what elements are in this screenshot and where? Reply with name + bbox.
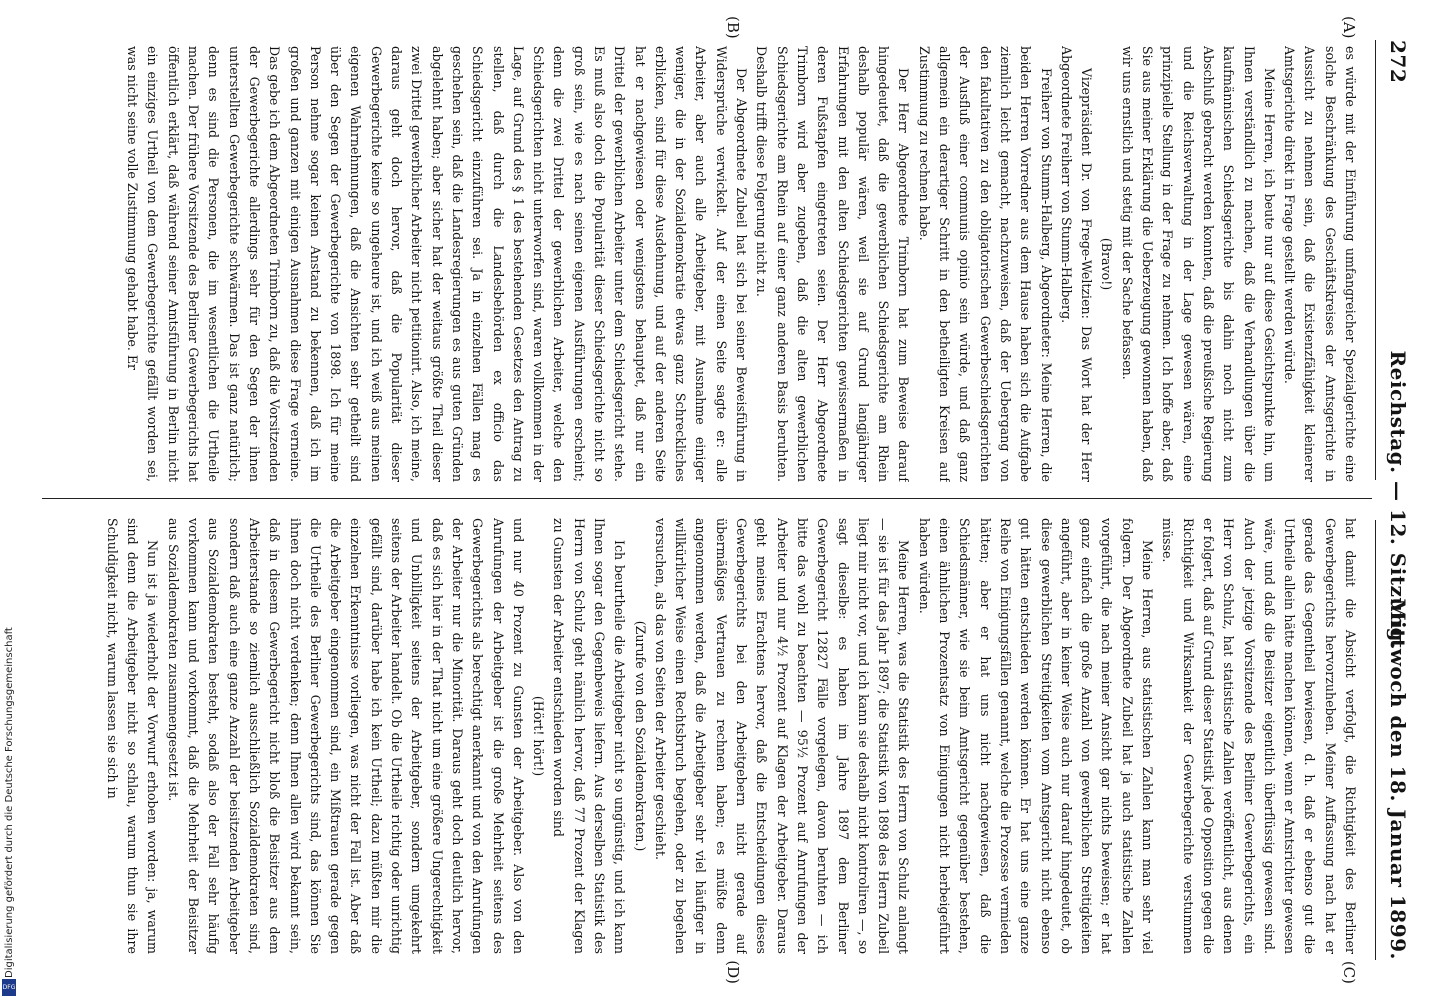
text-column-left (40, 46, 1360, 482)
digitization-note: Digitalisierung gefördert durch die Deutsche Forschungsgemeinschaft (4, 627, 15, 978)
margin-marker-a: (A) (1340, 16, 1358, 39)
session-date: Mittwoch den 18. Januar 1899. (1386, 598, 1410, 960)
paragraph: Meine Herren, ich beute nur auf diese Gesichtspunkte hin, um Ihnen verständlich zu machen, daß die Verhandlungen über die kaufmännischen Schiedsgerichte bis dahin noch nicht zum Abschluß gebracht werden konnten, daß die preußische Regierung und die Reichsverwaltung in der Lage gewesen wären, eine prinzipielle Stellung in der Frage zu nehmen. Ich hoffe aber, daß Sie aus meiner Erklärung die Ueberzeugung gewonnen haben, daß wir uns ernstlich und stetig mit der Sache befassen. (1119, 46, 1277, 482)
column-divider (42, 498, 1372, 499)
margin-marker-d: (D) (724, 960, 742, 984)
paragraph: Nun ist ja wiederholt der Vorwurf erhoben worden: ja, warum sind denn die Arbeitgeber nicht so schlau, warum thun sie ihre Schuldigkeit nicht, warum lassen sie sich in (104, 518, 161, 954)
text-column-right (40, 518, 1360, 954)
paragraph: Meine Herren, was die Statistik des Herrn von Schulz anlangt — sie ist für das Jahr 1897; die Statistik von 1898 des Herrn Zubeil liegt mir nicht vor, und ich kann sie deshalb nicht kontroliren —, so sagt dieselbe: es haben im Jahre 1897 dem Berliner Gewerbegericht 12827 Fälle vorgelegen, davon beruhten — ich bitte das wohl zu beachten — 95½ Prozent auf Anrufungen der Arbeiter und nur 4½ Prozent auf Klagen der Arbeitgeber. Daraus geht meines Erachtens hervor, daß die Entscheidungen dieses Gewerbegerichts bei den Arbeitgebern nicht gerade auf übermäßiges Vertrauen zu rechnen haben; es müßte denn angenommen werden, daß die Arbeitgeber sehr viel häufiger in willkürlicher Weise einen Rechtsbruch begehen, oder zu begehen versuchen, als das von Seiten der Arbeiter geschieht. (652, 518, 912, 954)
paragraph: Der Herr Abgeordnete Trimborn hat zum Beweise darauf hingedeutet, daß die gewerblichen Schiedsgerichte am Rhein deshalb populär wären, weil sie auf Grund langjähriger Erfahrungen mit den alten Schiedsgerichten gewissermaßen in deren Fußstapfen eingetreten seien. Der Herr Abgeordnete Trimborn wird aber zugeben, daß die alten gewerblichen Schiedsgerichte am Rhein auf einer ganz anderen Basis beruhten. Deshalb trifft diese Folgerung nicht zu. (754, 46, 912, 482)
header-rule-right (1375, 520, 1376, 960)
digitization-credit (2, 606, 18, 996)
rotated-page (12, 10, 1432, 990)
paragraph: und nur 40 Prozent zu Gunsten der Arbeitgeber. Also von den Anrufungen der Arbeitgeber ist die große Mehrheit seitens des Gewerbegerichts als berechtigt anerkannt und von den Anrufungen der Arbeiter nur die Minorität. Daraus geht doch deutlich hervor, daß es sich hier in der That nicht um eine größere Ungerechtigkeit und Unbilligkeit seitens der Arbeitgeber, sondern umgekehrt seitens der Arbeiter handelt. Ob die Urtheile richtig oder unrichtig gefällt sind, darüber habe ich kein Urtheil; dazu müßten mir die einzelnen Erkenntnisse vorliegen, was nicht der Fall ist. Aber daß die Arbeitgeber eingenommen sind, ein Mißtrauen gerade gegen die Urtheile des Berliner Gewerbegerichts sind, das können Sie ihnen doch nicht verdenken; denn Ihnen allen wird bekannt sein, daß in diesem Gewerbegericht nicht bloß die Beisitzer aus dem Arbeiterstande so ziemlich ausschließlich Sozialdemokraten sind, sondern daß auch eine ganze Anzahl der beisitzenden Arbeitgeber aus Sozialdemokraten besteht, sodaß also der Fall sehr häufig vorkommen kann und vorkommt, daß die Mehrheit der Beisitzer aus Sozialdemokraten zusammengesetzt ist. (165, 518, 526, 954)
paragraph: Freiherr von Stumm-Halberg, Abgeordneter: Meine Herren, die beiden Herren Vorredner aus dem Hause haben sich die Aufgabe ziemlich leicht gemacht, nachzuweisen, daß der Uebergang von den fakultativen zu den obligatorischen Gewerbeschiedsgerichten der Ausfluß einer communis opinio sein würde, und daß ganz allgemein ein derartiger Schritt in den betheiligten Kreisen auf Zustimmung zu rechnen habe. (916, 46, 1054, 482)
margin-marker-b: (B) (724, 16, 742, 39)
header-rule-left (1375, 40, 1376, 480)
dfg-logo-icon: DFG (2, 979, 16, 996)
interjection: (Hört! hört!) (531, 695, 547, 777)
paragraph: Der Abgeordnete Zubeil hat sich bei seiner Beweisführung in Widersprüche verwickelt. Auf der einen Seite sagte er: alle Arbeiter, aber auch alle Arbeitgeber, mit Ausnahme einiger weniger, die in der Sozialdemokratie etwas ganz Schreckliches erblicken, sind für diese Ausdehnung, und auf der anderen Seite hat er nachgewiesen oder wenigstens behauptet, daß nur ein Drittel der gewerblichen Arbeiter unter dem Schiedsgericht stehe. Es muß also doch die Popularität dieser Schiedsgerichte nicht so groß sein, wie es nach seinen eigenen Ausführungen erscheint; denn die zwei Drittel der gewerblichen Arbeiter, welche den Schiedsgerichten nicht unterworfen sind, waren vollkommen in der Lage, auf Grund des § 1 des bestehenden Gesetzes den Antrag zu stellen, daß durch die Landesbehörden ex officio das Schiedsgericht einzuführen sei. Ja in einzelnen Fällen mag es geschehen sein, daß die Landesregierungen es aus guten Gründen abgelehnt haben; aber sicher hat der weitaus größte Theil dieser zwei Drittel gewerblicher Arbeiter nicht petitionirt. Also, ich meine, daraus geht doch hervor, daß die Popularität dieser Gewerbegerichte keine so ungeheure ist, und ich weiß aus meinen eigenen Wahrnehmungen, daß die Ansichten sehr getheilt sind über den Segen der Gewerbegerichte von 1898. Ich für meine Person nehme sogar keinen Anstand zu bekennen, daß ich im großen und ganzen mit einigen Ausnahmen diese Frage verneine. Das gebe ich dem Abgeordneten Trimborn zu, daß die Vorsitzenden der Gewerbegerichte allerdings sehr für den Segen der ihnen unterstellten Gewerbegerichte schwärmen. Das ist ganz natürlich; denn es sind die Personen, die im wesentlichen die Urtheile machen. Der frühere Vorsitzende des Berliner Gewerbegerichts hat öffentlich erklärt, daß während seiner Amtsführung in Berlin nicht ein einziges Urtheil von dem Gewerbegerichte gefällt worden sei, was nicht seine volle Zustimmung gehabt habe. Er (125, 46, 750, 482)
paragraph: Meine Herren, aus statistischen Zahlen kann man sehr viel folgern. Der Abgeordnete Zubeil hat ja auch statistische Zahlen vorgeführt, die nach meiner Ansicht gar nichts beweisen; er hat ganz einfach die große Anzahl von gewerblichen Streitigkeiten angeführt, aber in keiner Weise auch nur darauf hingedeutet, ob diese gewerblichen Streitigkeiten vom Amtsgericht nicht ebenso gut hätten entschieden werden können. Er hat uns eine ganze Reihe von Einigungsfällen genannt, welche die Prozesse vermieden hätten; aber er hat uns nicht nachgewiesen, daß die Schiedsmänner, wie sie beim Amtsgericht gegenüber bestehen, einen ähnlichen Prozentsatz von Einigungen nicht herbeigeführt haben würden. (916, 518, 1156, 954)
paragraph: hat damit die Absicht verfolgt, die Richtigkeit des Berliner Gewerbegerichts hervorzuheben. Meiner Auffassung nach hat er gerade das Gegentheil bewiesen, d. h. daß er ebenso gut die Urtheile allein hätte machen können, wenn er Amtsrichter gewesen wäre, und daß die Beisitzer eigentlich überflüssig gewesen sind. Auch der jetzige Vorsitzende des Berliner Gewerbegerichts, ein Herr von Schulz, hat statistische Zahlen veröffentlicht, aus denen er folgert, daß auf Grund dieser Statistik jede Opposition gegen die Richtigkeit und Wirksamkeit der Gewerbegerichte verstummen müsse. (1160, 518, 1358, 954)
page-header (1384, 40, 1410, 960)
margin-marker-c: (C) (1340, 960, 1358, 984)
interjection: (Zurufe von den Sozialdemokraten.) (632, 620, 648, 852)
page-number: 272 (1386, 40, 1410, 84)
paragraph: Vizepräsident Dr. von Frege-Weltzien: Das Wort hat der Herr Abgeordnete Freiherr von Stumm-Halberg. (1058, 46, 1095, 482)
paragraph: Ich beurtheile die Arbeitgeber nicht so ungünstig, und ich kann Ihnen sogar den Gegenbeweis liefern. Aus derselben Statistik des Herrn von Schulz geht nämlich hervor, daß 77 Prozent der Klagen zu Gunsten der Arbeiter entschieden worden sind (551, 518, 628, 954)
interjection: (Bravo!) (1099, 237, 1115, 291)
running-title: Reichstag. — 12. Sitzung. (1386, 350, 1410, 650)
paragraph: es würde mit der Einführung umfangreicher Spezialgerichte eine solche Beschränkung des Geschäftskreises der Amtsgerichte in Aussicht zu nehmen sein, daß die Existenzfähigkeit kleinerer Amtsgerichte direkt in Frage gestellt werden würde. (1282, 46, 1358, 482)
